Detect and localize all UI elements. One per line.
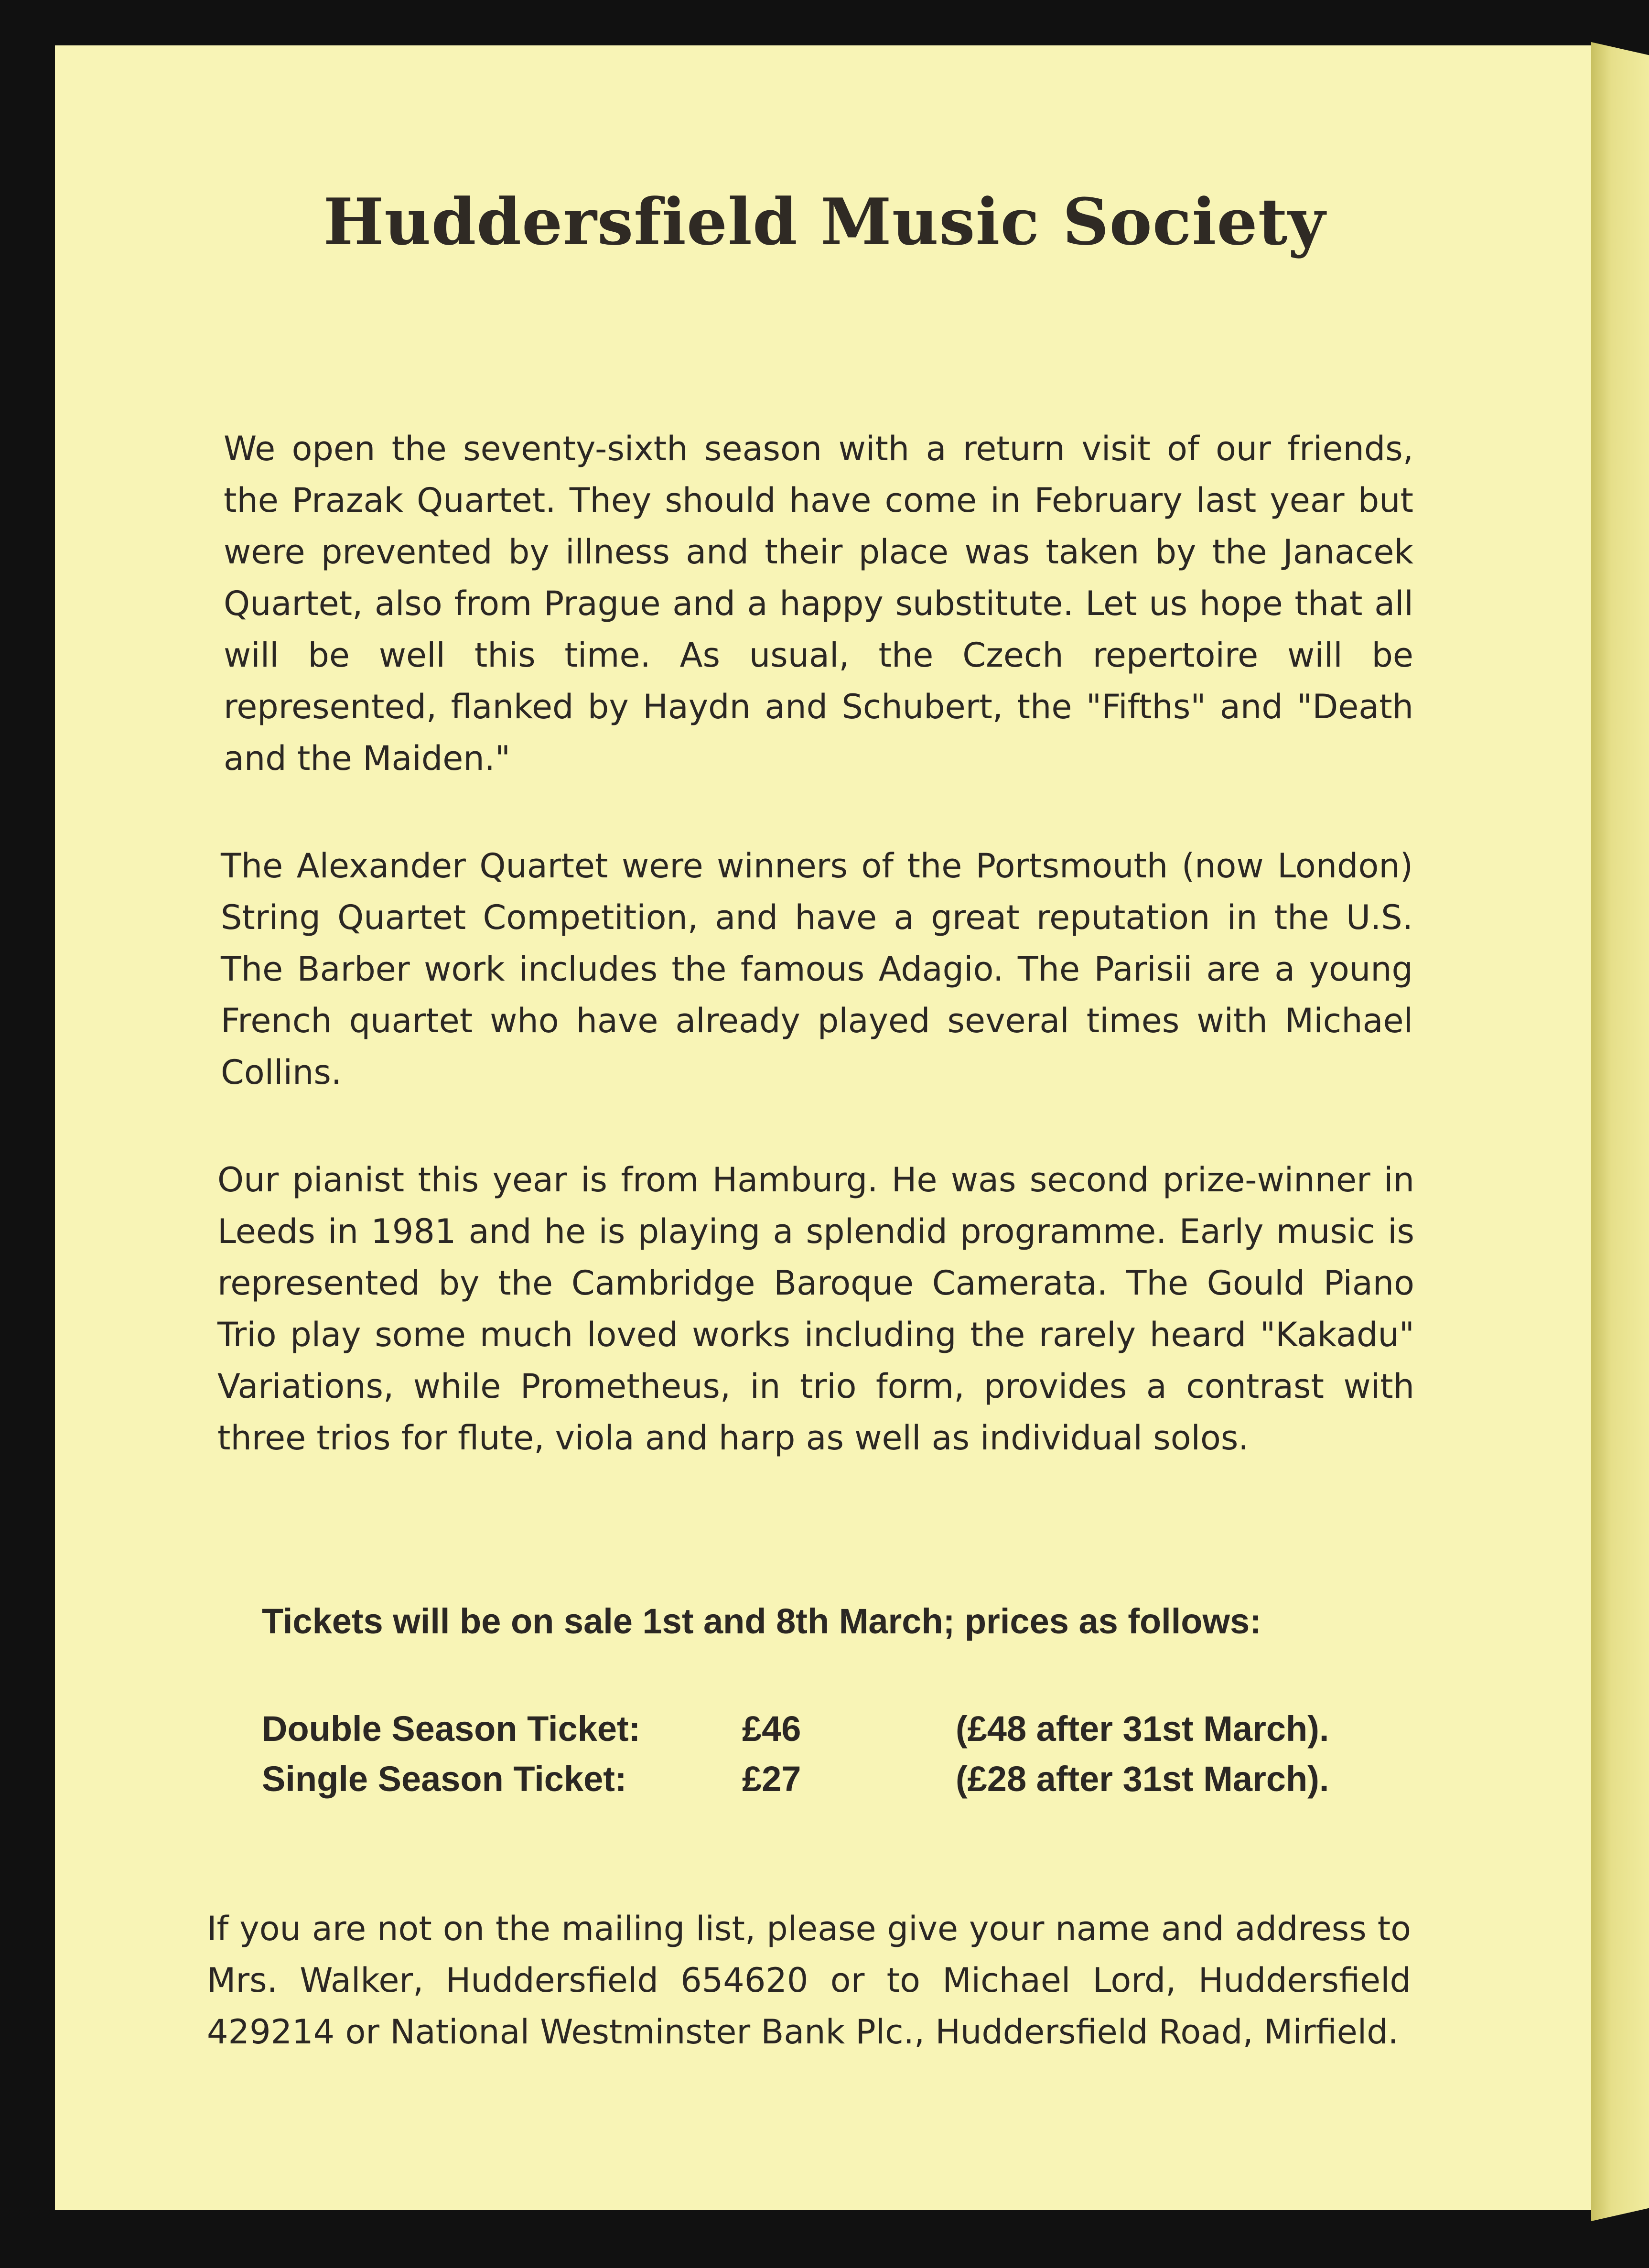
ticket-late-price: (£48 after 31st March).: [956, 1709, 1329, 1749]
ticket-price: £46: [742, 1709, 801, 1749]
document-title: Huddersfield Music Society: [323, 184, 1326, 259]
document-page: [55, 45, 1594, 2210]
ticket-late-price: (£28 after 31st March).: [956, 1759, 1329, 1799]
tickets-heading: Tickets will be on sale 1st and 8th March; prices as follows:: [262, 1601, 1261, 1641]
quartets-paragraph: The Alexander Quartet were winners of the Portsmouth (now London) String Quartet Competition, and have a great reputation in the U.S. The Barber work includes the famous Adagio. The Parisii are a young French quartet who have already played several times with Michael Collins.: [221, 846, 1413, 1092]
intro-paragraph: We open the seventy-sixth season with a return visit of our friends, the Prazak Quartet. They should have come in February last year but were prevented by illness and their place was taken by the Janacek Quartet, also from Prague and a happy substitute. Let us hope that all will be well this time. As usual, the Czech repertoire will be represented, flanked by Haydn and Schubert, the "Fifths" and "Death and the Maiden.": [224, 429, 1413, 778]
ticket-label: Double Season Ticket:: [262, 1709, 641, 1749]
performers-paragraph: Our pianist this year is from Hamburg. He was second prize-winner in Leeds in 1981 and he is playing a splendid programme. Early music is represented by the Cambridge Baroque Camerata. The Gould Piano Trio play some much loved works including the rarely heard "Kakadu" Variations, while Prometheus, in trio form, provides a contrast with three trios for flute, viola and harp as well as individual solos.: [217, 1160, 1414, 1458]
ticket-row-single: [262, 1759, 1433, 1811]
ticket-label: Single Season Ticket:: [262, 1759, 627, 1799]
ticket-price: £27: [742, 1759, 801, 1799]
mailing-list-paragraph: If you are not on the mailing list, please give your name and address to Mrs. Walker, Huddersfield 654620 or to Michael Lord, Huddersfield 429214 or National Westminster Bank Plc., Huddersfield Road, Mirfield.: [207, 1909, 1411, 2052]
page-edge: [1591, 42, 1649, 2221]
ticket-row-double: [262, 1708, 1433, 1761]
